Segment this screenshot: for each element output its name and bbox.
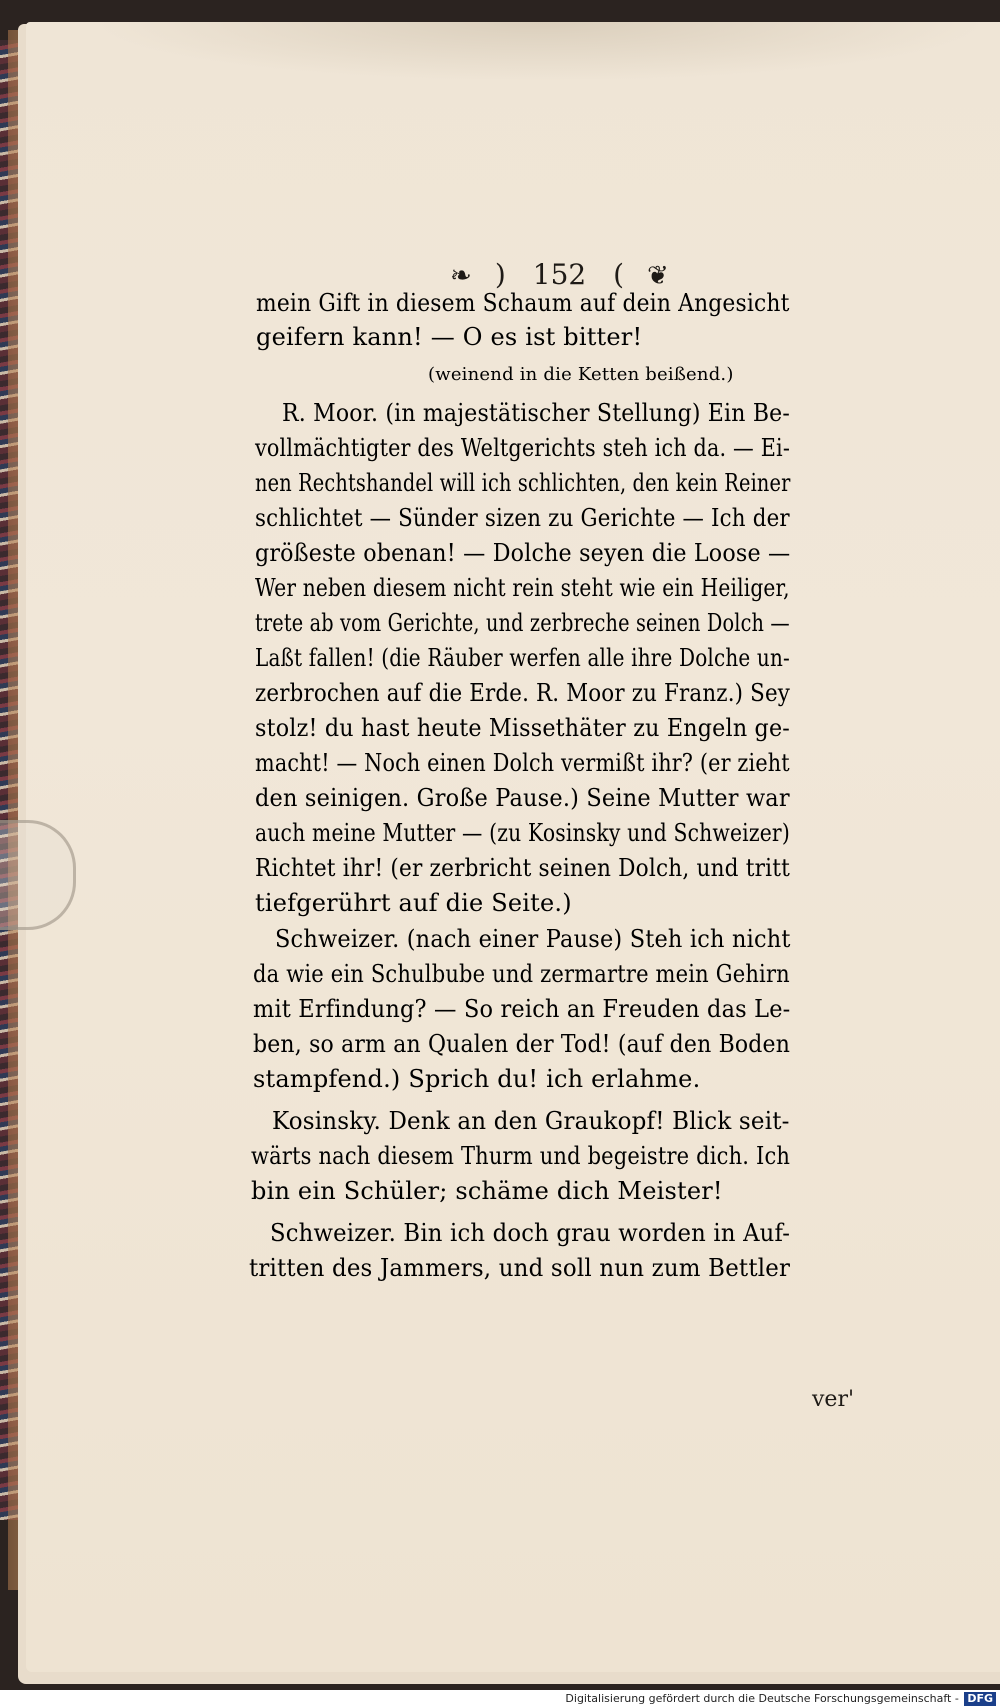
text-line: Wer neben diesem nicht rein steht wie ein Heiliger, xyxy=(255,574,790,602)
text-line: tritten des Jammers, und soll nun zum Bettler xyxy=(249,1254,791,1282)
text-line: stampfend.) Sprich du! ich erlahme. xyxy=(253,1065,701,1093)
text-line: Laßt fallen! (die Räuber werfen alle ihre Dolche un- xyxy=(255,644,790,672)
text-line: nen Rechtshandel will ich schlichten, den kein Reiner xyxy=(255,469,791,497)
text-line: bin ein Schüler; schäme dich Meister! xyxy=(251,1177,723,1205)
text-line: tiefgerührt auf die Seite.) xyxy=(255,889,572,917)
stage-direction: (weinend in die Ketten beißend.) xyxy=(428,364,734,385)
text-line: da wie ein Schulbube und zermartre mein Gehirn xyxy=(253,960,790,988)
text-line: auch meine Mutter — (zu Kosinsky und Schweizer) xyxy=(255,819,790,847)
text-line: Schweizer. (nach einer Pause) Steh ich nicht xyxy=(275,925,791,953)
header-bracket-left: ) xyxy=(494,258,506,291)
text-line: macht! — Noch einen Dolch vermißt ihr? (er zieht xyxy=(255,749,790,777)
text-line: zerbrochen auf die Erde. R. Moor zu Franz.) Sey xyxy=(255,679,791,707)
text-line: Schweizer. Bin ich doch grau worden in Auf- xyxy=(270,1219,791,1247)
header-bracket-right: ( xyxy=(613,258,625,291)
text-line: größeste obenan! — Dolche seyen die Loose — xyxy=(255,539,791,567)
text-line: R. Moor. (in majestätischer Stellung) Ein Be- xyxy=(282,399,791,427)
text-line: vollmächtigter des Weltgerichts steh ich da. — Ei- xyxy=(255,434,791,462)
text-line: Richtet ihr! (er zerbricht seinen Dolch, und tritt xyxy=(255,854,790,882)
catchword: ver' xyxy=(812,1387,855,1412)
text-line: ben, so arm an Qualen der Tod! (auf den Boden xyxy=(253,1030,791,1058)
text-line: stolz! du hast heute Missethäter zu Engeln ge- xyxy=(255,714,791,742)
text-line: mit Erfindung? — So reich an Freuden das Le- xyxy=(253,995,791,1023)
footer-credit xyxy=(0,1690,1000,1708)
text-line: trete ab vom Gerichte, und zerbreche seinen Dolch — xyxy=(255,609,790,637)
ornament-left-icon: ❧ xyxy=(450,261,470,291)
text-line: Kosinsky. Denk an den Graukopf! Blick seit- xyxy=(272,1107,790,1135)
text-line: mein Gift in diesem Schaum auf dein Angesicht xyxy=(256,289,790,317)
text-line: den seinigen. Große Pause.) Seine Mutter war xyxy=(255,784,790,812)
text-line: schlichtet — Sünder sizen zu Gerichte — Ich der xyxy=(255,504,790,532)
page-number: 152 xyxy=(532,258,587,291)
page-stain xyxy=(90,22,990,82)
ornament-right-icon: ❦ xyxy=(646,261,667,291)
footer-credit-text: Digitalisierung gefördert durch die Deutsche Forschungsgemeinschaft - xyxy=(565,1692,959,1705)
dfg-logo: DFG xyxy=(964,1692,996,1706)
text-line: wärts nach diesem Thurm und begeistre dich. Ich xyxy=(251,1142,791,1170)
text-line: geifern kann! — O es ist bitter! xyxy=(256,323,643,351)
